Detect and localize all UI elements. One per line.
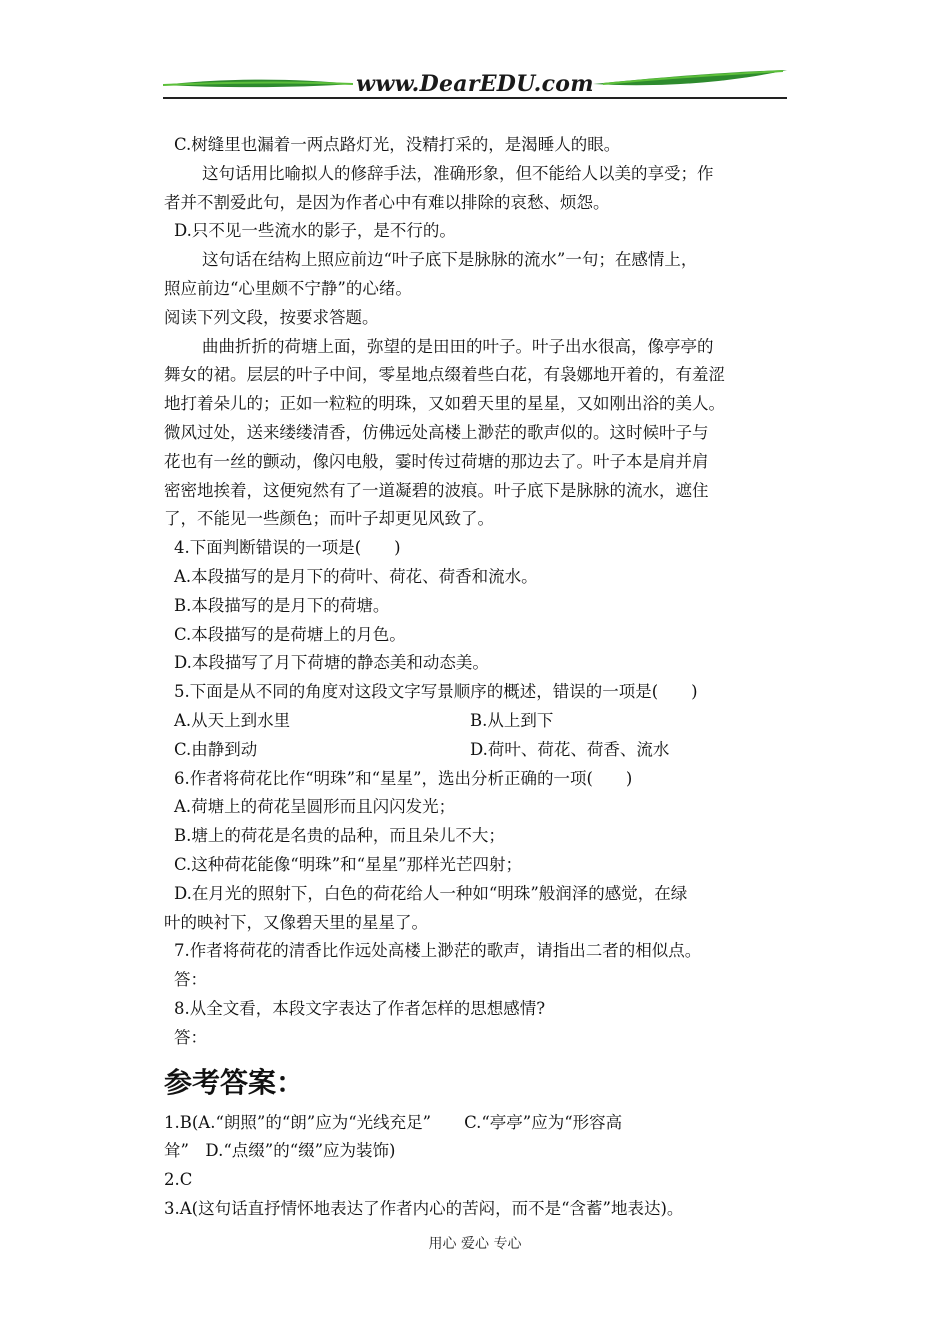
option-line: A.荷塘上的荷花呈圆形而且闪闪发光； (174, 797, 456, 817)
option-line: 叶的映衬下，又像碧天里的星星了。 (164, 912, 428, 932)
passage-line: 了，不能见一些颜色；而叶子却更见风致了。 (164, 509, 494, 529)
passage-line: 密密地挨着，这便宛然有了一道凝碧的波痕。叶子底下是脉脉的流水，遮住 (164, 480, 709, 500)
document-body (164, 131, 788, 1224)
option-line: B.本段描写的是月下的荷塘。 (174, 595, 390, 615)
option-row (164, 736, 788, 765)
answer-line: 2.C (164, 1170, 193, 1190)
header-divider (163, 97, 787, 99)
option-c: C.由静到动 (174, 739, 258, 759)
passage-line: 曲曲折折的荷塘上面，弥望的是田田的叶子。叶子出水很高，像亭亭的 (202, 336, 714, 356)
answer-line: 1.B(A.“朗照”的“朗”应为“光线充足” C.“亭亭”应为“形容高 (164, 1112, 623, 1132)
option-line: C.这种荷花能像“明珠”和“星星”那样光芒四射； (174, 854, 523, 874)
answer-prompt: 答： (174, 970, 207, 990)
instruction-line: 阅读下列文段，按要求答题。 (164, 307, 379, 327)
option-a: A.从天上到水里 (174, 710, 291, 730)
option-line: A.本段描写的是月下的荷叶、荷花、荷香和流水。 (174, 566, 538, 586)
paragraph-line: 这句话用比喻拟人的修辞手法，准确形象，但不能给人以美的享受；作 (202, 163, 714, 183)
passage-line: 舞女的裙。层层的叶子中间，零星地点缀着些白花，有袅娜地开着的，有羞涩 (164, 365, 725, 385)
paragraph-line: 照应前边“心里颇不宁静”的心绪。 (164, 278, 412, 298)
option-b: B.从上到下 (470, 710, 554, 730)
question-6: 6.作者将荷花比作“明珠”和“星星”，选出分析正确的一项( ) (174, 768, 633, 788)
option-line: B.塘上的荷花是名贵的品种，而且朵儿不大； (174, 826, 505, 846)
option-line: D.在月光的照射下，白色的荷花给人一种如“明珠”般润泽的感觉，在绿 (174, 883, 688, 903)
option-d: D.荷叶、荷花、荷香、流水 (470, 739, 670, 759)
answer-line: 耸” D.“点缀”的“缀”应为装饰) (164, 1141, 396, 1161)
site-logo[interactable]: www.DearEDU.com (356, 71, 594, 97)
passage-line: 花也有一丝的颤动，像闪电般，霎时传过荷塘的那边去了。叶子本是肩并肩 (164, 451, 709, 471)
paragraph-line: 这句话在结构上照应前边“叶子底下是脉脉的流水”一句；在感情上， (202, 250, 698, 270)
option-line: D.只不见一些流水的影子，是不行的。 (174, 221, 456, 241)
page-footer: 用心 爱心 专心 (428, 1236, 522, 1252)
option-line: C.本段描写的是荷塘上的月色。 (174, 624, 406, 644)
question-8: 8.从全文看，本段文字表达了作者怎样的思想感情? (174, 998, 546, 1018)
answer-prompt: 答： (174, 1027, 207, 1047)
answer-line: 3.A(这句话直抒情怀地表达了作者内心的苦闷，而不是“含蓄”地表达)。 (164, 1198, 684, 1218)
option-line: D.本段描写了月下荷塘的静态美和动态美。 (174, 653, 489, 673)
passage-line: 微风过处，送来缕缕清香，仿佛远处高楼上渺茫的歌声似的。这时候叶子与 (164, 422, 709, 442)
option-row (164, 707, 788, 736)
paragraph-line: 者并不割爱此句，是因为作者心中有难以排除的哀愁、烦怨。 (164, 192, 610, 212)
answers-heading: 参考答案： (164, 1065, 305, 1099)
passage-line: 地打着朵儿的；正如一粒粒的明珠，又如碧天里的星星，又如刚出浴的美人。 (164, 394, 725, 414)
option-line: C.树缝里也漏着一两点路灯光，没精打采的，是渴睡人的眼。 (174, 135, 621, 154)
question-5: 5.下面是从不同的角度对这段文字写景顺序的概述，错误的一项是( ) (174, 682, 698, 702)
site-header (163, 68, 787, 104)
question-7: 7.作者将荷花的清香比作远处高楼上渺茫的歌声，请指出二者的相似点。 (174, 941, 702, 961)
question-4: 4.下面判断错误的一项是( ) (174, 538, 401, 558)
